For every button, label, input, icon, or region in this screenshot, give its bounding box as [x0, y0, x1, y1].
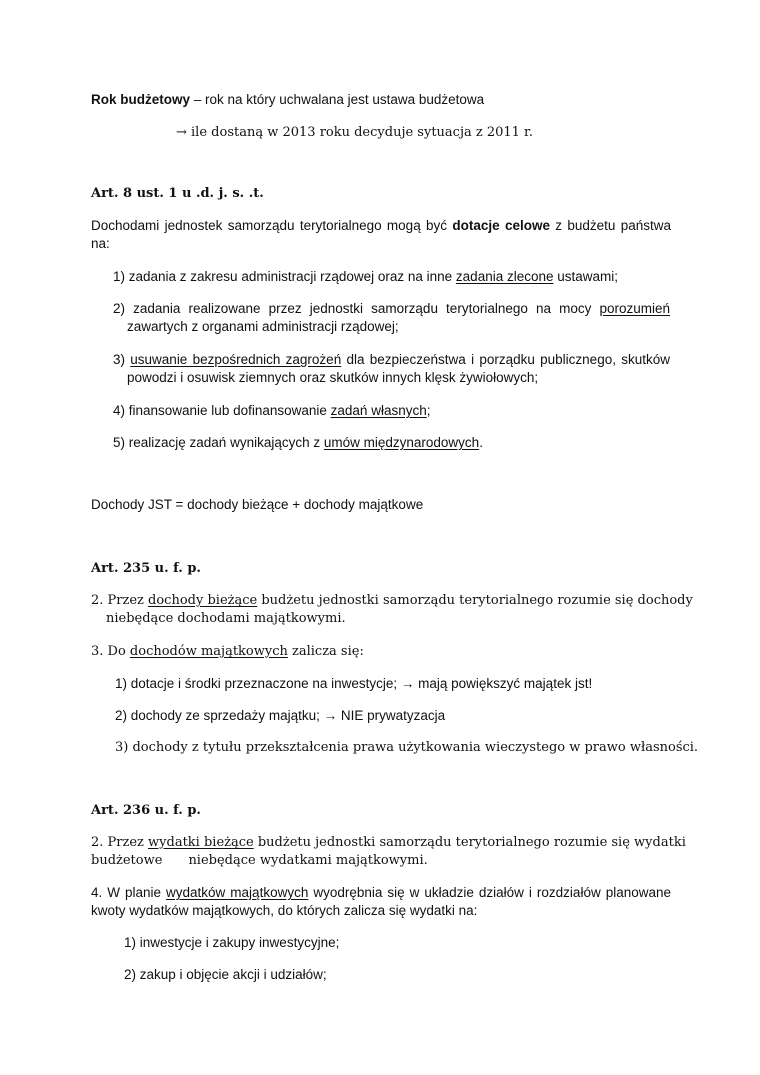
art235-heading: Art. 235 u. f. p.	[91, 561, 201, 576]
rok-budzetowy-note: → ile dostaną w 2013 roku decyduje sytuacja z 2011 r.	[176, 125, 533, 140]
rok-budzetowy-term: Rok budżetowy	[91, 92, 191, 107]
rok-budzetowy-definition: Rok budżetowy – rok na który uchwalana jest ustawa budżetowa	[91, 92, 485, 107]
art8-intro-line2: na:	[91, 236, 110, 251]
art236-para-4-line2: kwoty wydatków majątkowych, do których zalicza się wydatki na:	[91, 903, 478, 918]
art235-para-3: 3. Do dochodów majątkowych zalicza się:	[91, 644, 364, 659]
art235-list-item-1: 1) dotacje i środki przeznaczone na inwestycje; → mają powiększyć majątek jst!	[115, 676, 593, 691]
art236-list-item-1: 1) inwestycje i zakupy inwestycyjne;	[124, 935, 340, 950]
art8-item-2: 2) zadania realizowane przez jednostki samorządu terytorialnego na mocy porozumień	[113, 301, 670, 316]
dochody-jst-formula: Dochody JST = dochody bieżące + dochody majątkowe	[91, 497, 424, 512]
art236-para-2: 2. Przez wydatki bieżące budżetu jednostki samorządu terytorialnego rozumie się wydatki	[91, 835, 686, 850]
art236-para-4: 4. W planie wydatków majątkowych wyodrębnia się w układzie działów i rozdziałów planowane	[91, 885, 671, 900]
art235-list-item-3: 3) dochody z tytułu przekształcenia prawa użytkowania wieczystego w prawo własności.	[115, 740, 699, 755]
art8-item-3-line2: powodzi i osuwisk ziemnych oraz skutków innych klęsk żywiołowych;	[127, 370, 539, 385]
art8-heading: Art. 8 ust. 1 u .d. j. s. .t.	[91, 186, 264, 201]
art235-para-2-line2: niebędące dochodami majątkowymi.	[106, 611, 346, 626]
art8-item-2-line2: zawartych z organami administracji rządowej;	[127, 319, 399, 334]
art235-list-item-2: 2) dochody ze sprzedaży majątku; → NIE prywatyzacja	[115, 708, 446, 723]
art235-para-2: 2. Przez dochody bieżące budżetu jednostki samorządu terytorialnego rozumie się dochody	[91, 593, 693, 608]
art236-list-item-2: 2) zakup i objęcie akcji i udziałów;	[124, 967, 327, 982]
art8-intro: Dochodami jednostek samorządu terytorialnego mogą być dotacje celowe z budżetu państwa	[91, 218, 672, 233]
art236-heading: Art. 236 u. f. p.	[91, 803, 201, 818]
art8-item-5: 5) realizację zadań wynikających z umów międzynarodowych.	[113, 435, 483, 450]
art8-item-1: 1) zadania z zakresu administracji rządowej oraz na inne zadania zlecone ustawami;	[113, 269, 619, 284]
art8-item-4: 4) finansowanie lub dofinansowanie zadań własnych;	[113, 403, 431, 418]
art8-item-3: 3) usuwanie bezpośrednich zagrożeń dla bezpieczeństwa i porządku publicznego, skutków	[113, 352, 670, 367]
art236-para-2-line2: budżetowe niebędące wydatkami majątkowymi.	[91, 853, 428, 868]
